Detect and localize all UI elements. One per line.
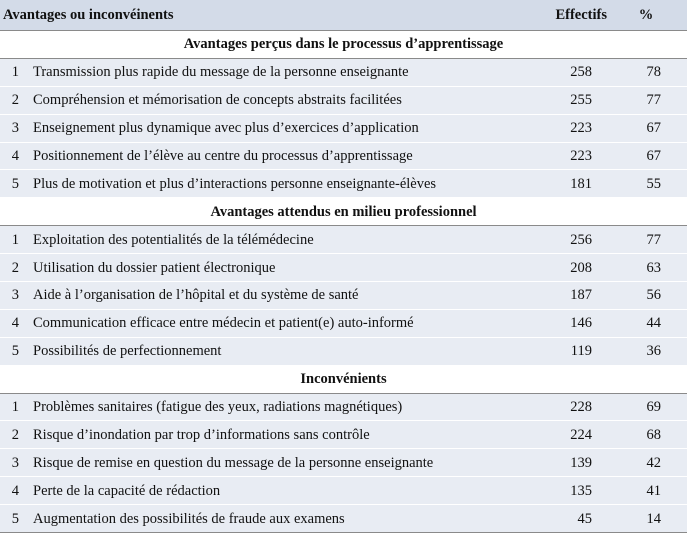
- row-number: 3: [0, 282, 28, 310]
- row-effectifs: 224: [509, 421, 619, 449]
- row-percent: 78: [619, 58, 687, 86]
- row-percent: 36: [619, 337, 687, 365]
- row-number: 2: [0, 254, 28, 282]
- row-label: Risque d’inondation par trop d’informations sans contrôle: [28, 421, 509, 449]
- row-number: 5: [0, 337, 28, 365]
- row-number: 2: [0, 86, 28, 114]
- row-percent: 67: [619, 142, 687, 170]
- row-effectifs: 255: [509, 86, 619, 114]
- row-label: Positionnement de l’élève au centre du processus d’apprentissage: [28, 142, 509, 170]
- row-percent: 68: [619, 421, 687, 449]
- row-label: Enseignement plus dynamique avec plus d’exercices d’application: [28, 114, 509, 142]
- row-number: 4: [0, 309, 28, 337]
- table-row: [0, 282, 687, 310]
- row-label: Perte de la capacité de rédaction: [28, 477, 509, 505]
- row-percent: 77: [619, 226, 687, 254]
- row-number: 1: [0, 226, 28, 254]
- row-percent: 56: [619, 282, 687, 310]
- row-percent: 77: [619, 86, 687, 114]
- row-label: Transmission plus rapide du message de la personne enseignante: [28, 58, 509, 86]
- row-label: Possibilités de perfectionnement: [28, 337, 509, 365]
- row-effectifs: 139: [509, 449, 619, 477]
- row-effectifs: 135: [509, 477, 619, 505]
- header-row: [0, 0, 687, 31]
- row-effectifs: 119: [509, 337, 619, 365]
- table-body: [0, 31, 687, 533]
- section-header-row: [0, 365, 687, 393]
- row-effectifs: 208: [509, 254, 619, 282]
- row-effectifs: 223: [509, 142, 619, 170]
- section-title: Avantages perçus dans le processus d’apprentissage: [0, 31, 687, 59]
- row-label: Plus de motivation et plus d’interactions personne enseignante-élèves: [28, 170, 509, 198]
- row-effectifs: 223: [509, 114, 619, 142]
- header-percent: %: [619, 0, 687, 31]
- table-row: [0, 226, 687, 254]
- row-label: Aide à l’organisation de l’hôpital et du système de santé: [28, 282, 509, 310]
- row-label: Compréhension et mémorisation de concepts abstraits facilitées: [28, 86, 509, 114]
- row-percent: 42: [619, 449, 687, 477]
- section-header-row: [0, 31, 687, 59]
- row-label: Problèmes sanitaires (fatigue des yeux, radiations magnétiques): [28, 393, 509, 421]
- table-row: [0, 170, 687, 198]
- table-row: [0, 309, 687, 337]
- table-row: [0, 114, 687, 142]
- table-row: [0, 337, 687, 365]
- table-row: [0, 142, 687, 170]
- row-number: 1: [0, 58, 28, 86]
- row-effectifs: 181: [509, 170, 619, 198]
- table-row: [0, 393, 687, 421]
- table-row: [0, 477, 687, 505]
- row-number: 5: [0, 505, 28, 533]
- row-effectifs: 187: [509, 282, 619, 310]
- table-row: [0, 505, 687, 533]
- row-percent: 41: [619, 477, 687, 505]
- table-row: [0, 86, 687, 114]
- row-effectifs: 228: [509, 393, 619, 421]
- row-effectifs: 258: [509, 58, 619, 86]
- row-label: Exploitation des potentialités de la télémédecine: [28, 226, 509, 254]
- row-number: 4: [0, 142, 28, 170]
- table-row: [0, 58, 687, 86]
- section-title: Inconvénients: [0, 365, 687, 393]
- row-percent: 44: [619, 309, 687, 337]
- section-title: Avantages attendus en milieu professionnel: [0, 198, 687, 226]
- row-label: Augmentation des possibilités de fraude aux examens: [28, 505, 509, 533]
- row-effectifs: 146: [509, 309, 619, 337]
- row-effectifs: 45: [509, 505, 619, 533]
- row-percent: 14: [619, 505, 687, 533]
- row-label: Risque de remise en question du message de la personne enseignante: [28, 449, 509, 477]
- row-number: 3: [0, 449, 28, 477]
- row-number: 1: [0, 393, 28, 421]
- row-percent: 63: [619, 254, 687, 282]
- section-header-row: [0, 198, 687, 226]
- row-number: 5: [0, 170, 28, 198]
- row-label: Communication efficace entre médecin et patient(e) auto-informé: [28, 309, 509, 337]
- row-effectifs: 256: [509, 226, 619, 254]
- row-number: 2: [0, 421, 28, 449]
- row-number: 3: [0, 114, 28, 142]
- table-row: [0, 449, 687, 477]
- row-percent: 69: [619, 393, 687, 421]
- row-percent: 67: [619, 114, 687, 142]
- row-number: 4: [0, 477, 28, 505]
- table-row: [0, 254, 687, 282]
- header-effectifs: Effectifs: [509, 0, 619, 31]
- row-percent: 55: [619, 170, 687, 198]
- table-row: [0, 421, 687, 449]
- header-avantages: Avantages ou inconvéinents: [0, 0, 509, 31]
- row-label: Utilisation du dossier patient électronique: [28, 254, 509, 282]
